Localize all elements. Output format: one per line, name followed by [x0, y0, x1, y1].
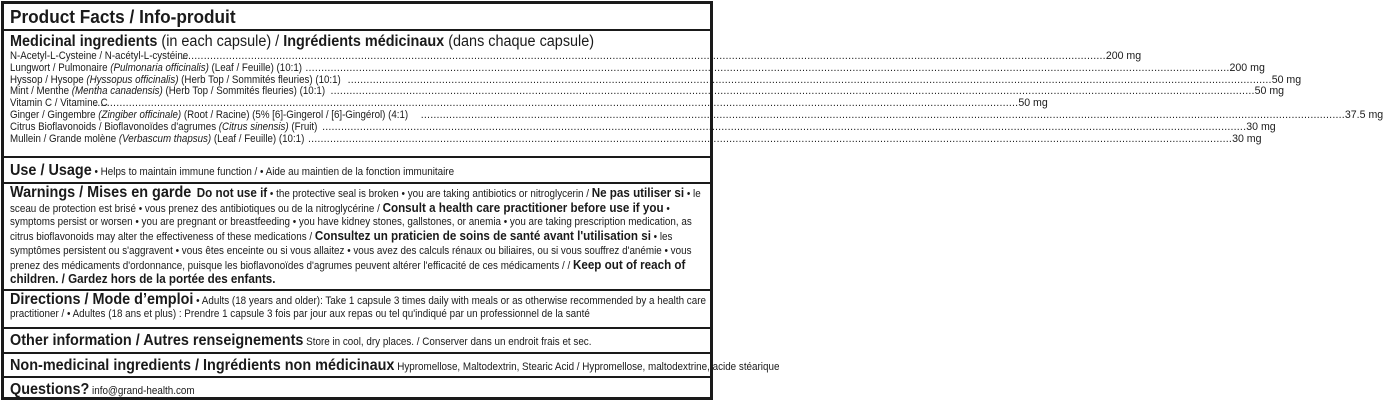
- panel-title: Product Facts / Info-produit: [10, 6, 236, 27]
- questions-label: Questions?: [10, 381, 90, 398]
- ingredient-amount: 200 mg: [1105, 50, 1142, 62]
- ingredient-amount: 30 mg: [1232, 132, 1262, 145]
- title-section: [4, 4, 710, 31]
- warnings-text: Warnings / Mises en garde Do not use if • the protective seal is broken • you are taking antibiotics or nitroglycerin / Ne pas utiliser si • le sceau de protection est brisé • vous prenez des antibiotiques ou de la nitroglycérine / Consult a health care practitioner before use if you • symptoms persist or worsen • you are pregnant or breastfeeding • you have kidney stones, gallstones, or anemia • you are taking prescription medication, as citrus bioflavonoids may alter the effectiveness of these medications / Consultez un praticien de soins de santé avant l'utilisation si • les symptômes persistent ou s'aggravent • vous êtes enceinte ou si vous allaitez • vous avez des calculs rénaux ou biliaires, ou si vous souffrez d'anémie • vous prenez des médicaments d'ordonnance, puisque les bioflavonoïdes d'agrumes peuvent altérer l'efficacité de ces médicaments / / Keep out of reach of children. / Gardez hors de la portée des enfants.: [10, 184, 701, 287]
- ingredient-amount: 30 mg: [1246, 120, 1276, 133]
- non-medicinal-text: Hypromellose, Maltodextrin, Stearic Acid / Hypromellose, maltodextrine, acide stéarique: [394, 361, 780, 373]
- ingredient-amount: 50 mg: [1018, 97, 1048, 110]
- directions-label: Directions / Mode d’emploi: [10, 291, 194, 308]
- ingredient-list: [10, 50, 1383, 145]
- use-section: [4, 158, 710, 184]
- other-label: Other information / Autres renseignements: [10, 332, 304, 349]
- questions-section: [4, 378, 710, 400]
- medicinal-heading: [10, 33, 594, 51]
- ingredient-row: Citrus Bioflavonoids / Bioflavonoïdes d'agrumes (Citrus sinensis) (Fruit) ..... 30 mg: [10, 122, 704, 134]
- product-facts-panel: [1, 1, 1383, 400]
- heading-fr-rest: (dans chaque capsule): [444, 33, 595, 50]
- warnings-section: [4, 184, 710, 291]
- ingredient-amount: 50 mg: [1271, 73, 1302, 86]
- ingredient-amount: 50 mg: [1254, 85, 1285, 98]
- directions-section: [4, 291, 710, 329]
- ingredient-row: Lungwort / Pulmonaire (Pulmonaria officinalis) (Leaf / Feuille) (10:1) ..... 200 mg: [10, 63, 704, 75]
- ingredient-amount: 200 mg: [1229, 61, 1265, 74]
- contact-email: info@grand-health.com: [89, 385, 195, 397]
- non-medicinal-section: [4, 354, 780, 378]
- ingredient-row: Hyssop / Hysope (Hyssopus officinalis) (Herb Top / Sommités fleuries) (10:1) ..... 50 mg: [10, 75, 704, 87]
- ingredient-row: Mint / Menthe (Mentha canadensis) (Herb Top / Sommités fleuries) (10:1) ..... 50 mg: [10, 86, 704, 98]
- ingredient-row: Mullein / Grande molène (Verbascum thapsus) (Leaf / Feuille) (10:1) ..... 30 mg: [10, 134, 704, 146]
- ingredient-amount: 37.5 mg: [1344, 108, 1383, 121]
- use-text: • Helps to maintain immune function / • Aide au maintien de la fonction immunitaire: [91, 166, 455, 178]
- heading-fr-bold: Ingrédients médicinaux: [283, 33, 445, 50]
- non-medicinal-label: Non-medicinal ingredients / Ingrédients non médicinaux: [10, 357, 395, 374]
- directions-text: Directions / Mode d’emploi • Adults (18 years and older): Take 1 capsule 3 times daily with meals or as otherwise recommended by a health care practitioner / • Adultes (18 ans et plus) : Prendre 1 capsule 3 fois par jour aux repas ou tel qu'indiqué par un professionnel de la santé: [10, 291, 706, 320]
- heading-en-rest: (in each capsule) /: [157, 33, 284, 50]
- use-label: Use / Usage: [10, 162, 92, 179]
- other-text: Store in cool, dry places. / Conserver dans un endroit frais et sec.: [303, 336, 592, 348]
- ingredient-row: N-Acetyl-L-Cysteine / N-acétyl-L-cystéine ..... 200 mg: [10, 51, 704, 63]
- ingredient-row: Vitamin C / Vitamine C ..... 50 mg: [10, 98, 704, 110]
- other-information-section: [4, 329, 710, 354]
- warnings-label: Warnings / Mises en garde: [10, 184, 192, 201]
- medicinal-ingredients-section: [4, 31, 1383, 158]
- heading-en-bold: Medicinal ingredients: [10, 33, 158, 50]
- ingredient-row: Ginger / Gingembre (Zingiber officinale) (Root / Racine) (5% [6]-Gingerol / [6]-Gingérol) (4:1) ..... 37.5 mg: [10, 110, 704, 122]
